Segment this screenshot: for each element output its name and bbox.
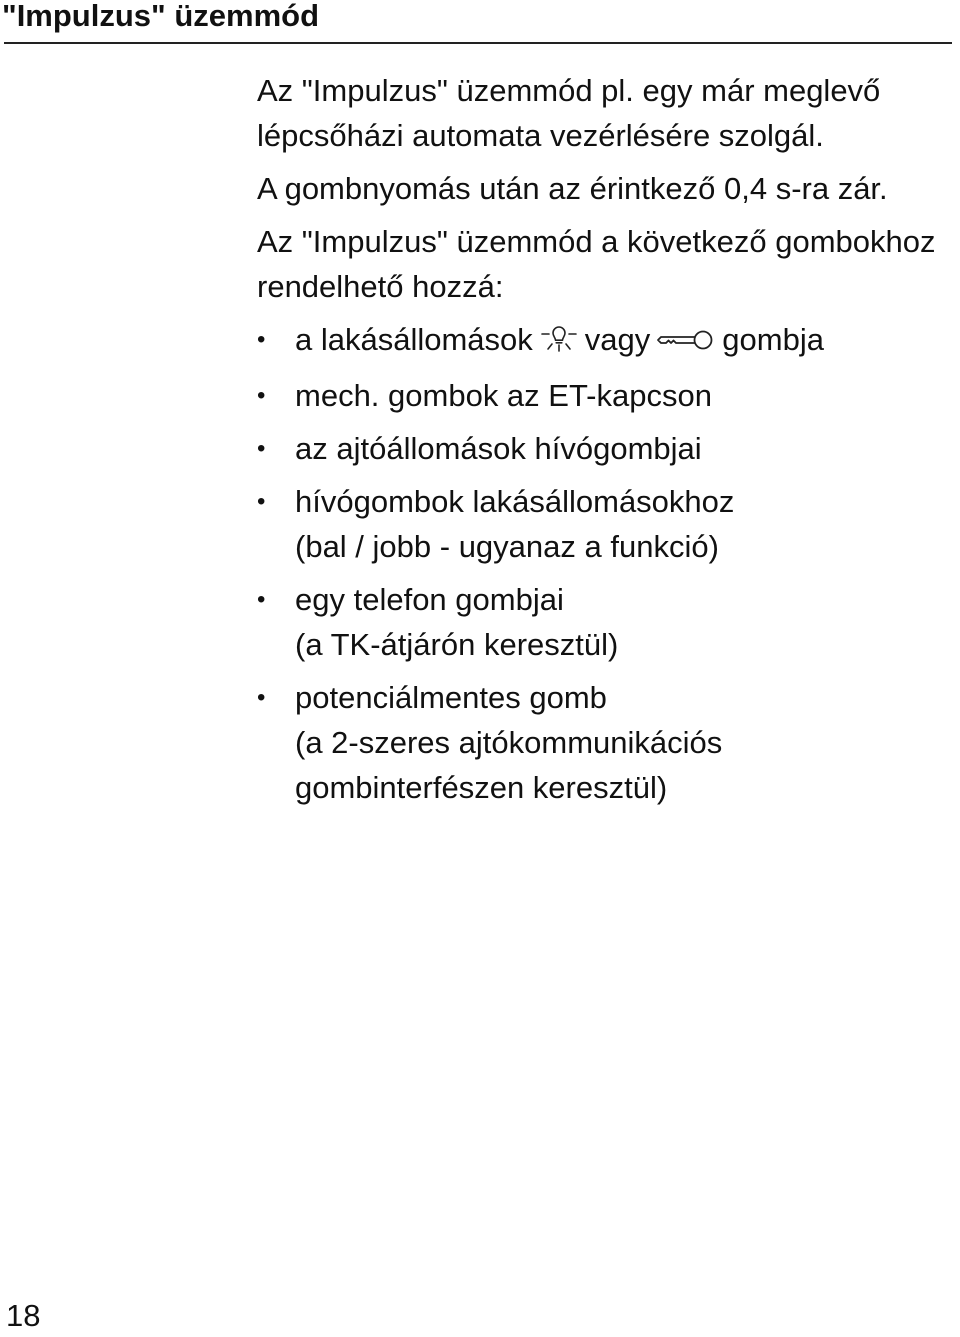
list-item-text: a lakásállomások xyxy=(295,322,533,357)
list-item xyxy=(257,577,947,667)
list-item-text: (a 2-szeres ajtókommunikációs xyxy=(295,724,723,760)
light-bulb-icon xyxy=(539,319,579,365)
list-item xyxy=(257,426,947,471)
list-item-text: • az ajtóállomások hívógombjai xyxy=(295,430,702,466)
page-title: "Impulzus" üzemmód xyxy=(2,0,320,33)
list-item xyxy=(257,675,947,810)
contact-timing-paragraph: A gombnyomás után az érintkező 0,4 s-ra zár. xyxy=(257,171,888,206)
list-item xyxy=(257,317,947,365)
list-item xyxy=(257,373,947,418)
list-item-text: gombinterfészen keresztül) xyxy=(295,769,668,805)
intro-paragraph: Az "Impulzus" üzemmód pl. egy már meglevő lépcsőházi automata vezérlésére szolgál. xyxy=(257,73,881,153)
list-item-text: (bal / jobb - ugyanaz a funkció) xyxy=(295,528,719,564)
list-item-text: (a TK-átjárón keresztül) xyxy=(295,626,619,662)
list-item-text: • egy telefon gombjai xyxy=(295,581,564,617)
page-number: 18 xyxy=(6,1298,41,1333)
list-item xyxy=(257,479,947,569)
assignable-buttons-list xyxy=(257,317,947,810)
assignable-buttons-paragraph: Az "Impulzus" üzemmód a következő gombokhoz rendelhető hozzá: xyxy=(257,224,936,304)
list-item-text: • mech. gombok az ET-kapcson xyxy=(295,377,712,413)
key-icon xyxy=(656,319,716,364)
list-item-text: • hívógombok lakásállomásokhoz xyxy=(295,483,735,519)
main-content xyxy=(257,68,947,818)
list-item-text: • potenciálmentes gomb xyxy=(295,679,607,715)
header-divider xyxy=(4,42,952,44)
list-item-text: vagy xyxy=(584,322,651,357)
list-item-text: gombja xyxy=(722,322,824,357)
